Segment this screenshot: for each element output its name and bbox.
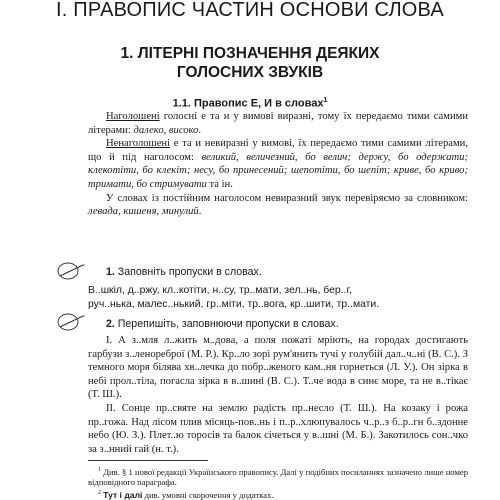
exercise-2-body: [88, 334, 468, 456]
footnote-ref[interactable]: 1: [323, 97, 328, 104]
exercise-1-body: [88, 284, 468, 312]
subsection-title: 1.1. Правопис Е, И в словах$^1$: [172, 97, 328, 110]
exercise-2-part1: І. А з..мля л..жить м..дова, а поля пожаті мріють, на городах достигають гарбузи з..ленореброї (М. Р.). Кр..ло зорі рум'янить тучі у голубій дал..ч..ні (В. С.). З темного моря білява хв..лечка до побр..женого кам..ня горнеться (Л. У.). Он зірка в небі прол..тіла, погасла зірка в в..шині (В. С.). Т..че вода в синє море, та не в..тікає (Т. Ш.).: [88, 335, 468, 401]
section-title-line1: 1. ЛІТЕРНІ ПОЗНАЧЕННЯ ДЕЯКИХ: [120, 45, 380, 62]
exercise-2-part2: ІІ. Сонце пр..святе на землю радість пр..несло (Т. Ш.). На козаку і рожа пр..гожа. Над лісом плив місяць-пов..нь і п..р..хлюпувалось ч..р..з б..р..гн б..здонне небо (Ю. З.). Плет..ю торосів та балок січеться у в..шні (М. Б.). Закотилось сон..чко за з..нний гай (н. т.).: [88, 402, 468, 455]
footnote-divider: [88, 460, 208, 461]
pen-in-circle-icon: [56, 262, 86, 280]
rule-paragraph-dictionary: У словах із постійним наголосом невиразний звук перевіряємо за словником: левада, кишеня, минулий.: [88, 192, 468, 218]
exercise-1-line1: В..шкіл, д..ржу, кл..котіти, н..су, тр..мати, зел..нь, бер..г,: [88, 285, 352, 296]
pen-in-circle-icon: [56, 313, 86, 331]
chapter-title: І. ПРАВОПИС ЧАСТИН ОСНОВИ СЛОВА: [56, 0, 444, 21]
exercise-2-title: 2. Перепишіть, заповнюючи пропуски в словах.: [106, 318, 339, 330]
exercise-1-title: 1. Заповніть пропуски в словах.: [106, 266, 262, 278]
rule-paragraph-stressed: Наголошені голосні е та и у вимові виразні, тому їх передаємо тими самими літерами: далеко, високо.: [88, 111, 468, 136]
footnotes: [88, 465, 468, 500]
footnote-1: $^1$ Див. § 1 нової редакції Українського правопису. Далі у подібних посиланнях зазначено лише номер відповідного параграфа.: [88, 466, 468, 488]
rules-text: [88, 110, 468, 219]
exercise-1-line2: руч..нька, малес..нький, гр..міти, тр..вога, кр..шити, тр..мати.: [88, 299, 380, 310]
rule-paragraph-unstressed: Ненаголошені е та и невиразні у вимові, їх передаємо тими самими літерами, що й під наголосом: великий, величезний, бо велич; держу, бо одержати; клекотіти, бо клекіт; несу, бо принесений; шепотіти, бо шепіт; криве, бо криво; тримати, бо стримувати та ін.: [88, 138, 469, 190]
footnote-2: $^2$ Тут і далі див. умовні скорочення у додатках.: [98, 489, 274, 500]
section-title: [120, 44, 380, 82]
section-title-line2: ГОЛОСНИХ ЗВУКІВ: [176, 64, 324, 81]
